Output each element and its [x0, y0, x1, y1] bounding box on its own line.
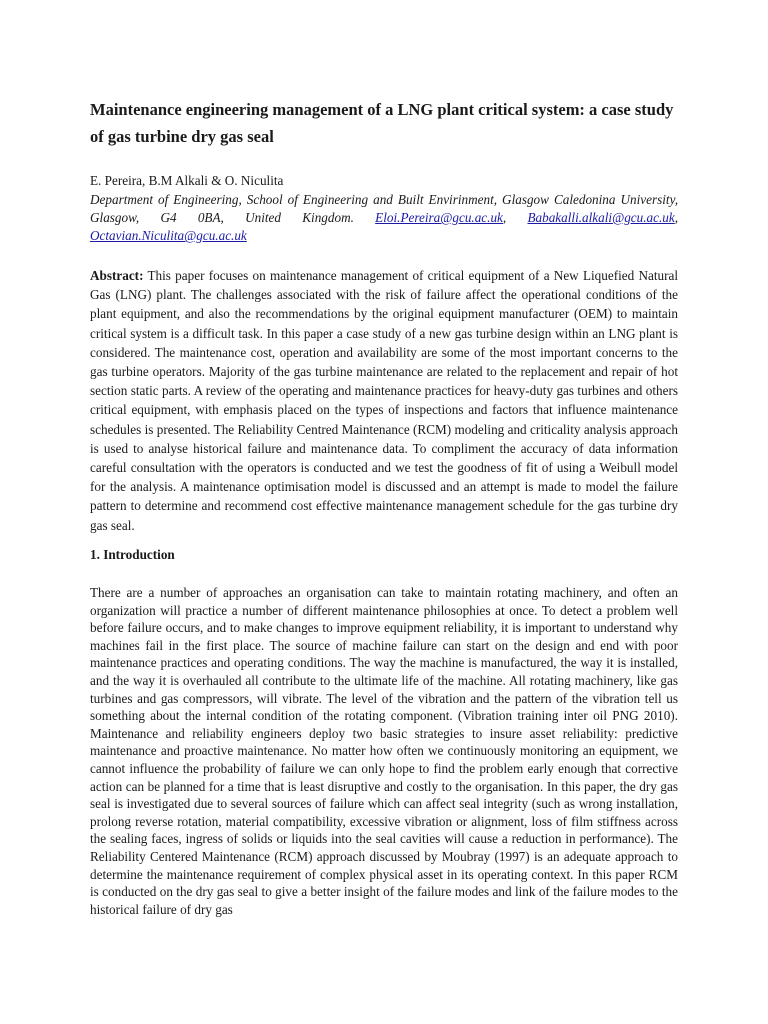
section-heading-introduction: 1. Introduction: [90, 547, 175, 562]
email-link-pereira[interactable]: Eloi.Pereira@gcu.ac.uk: [375, 210, 503, 225]
affiliation-block: Department of Engineering, School of Engineering and Built Envirinment, Glasgow Caledonina University, Glasgow, G4 0BA, United Kingdom. Eloi.Pereira@gcu.ac.uk, Babakalli.alkali@gcu.ac.uk, Octavian.Niculita@gcu.ac.uk: [90, 192, 679, 243]
email-link-niculita[interactable]: Octavian.Niculita@gcu.ac.uk: [90, 228, 247, 243]
abstract-paragraph: [90, 266, 678, 535]
email-link-alkali[interactable]: Babakalli.alkali@gcu.ac.uk: [527, 210, 675, 225]
abstract-label: Abstract:: [90, 268, 144, 283]
author-list: E. Pereira, B.M Alkali & O. Niculita: [90, 173, 284, 188]
abstract-text: This paper focuses on maintenance management of critical equipment of a New Liquefied Natural Gas (LNG) plant. The challenges associated with the risk of failure affect the operational conditions of the plant equipment, and also the recommendations by the original equipment manufacturer (OEM) to maintain critical system is a difficult task. In this paper a case study of a new gas turbine design within an LNG plant is considered. The maintenance cost, operation and availability are some of the most important concerns to the gas turbine operators. Majority of the gas turbine maintenance are related to the replacement and repair of hot section static parts. A review of the operating and maintenance practices for heavy-duty gas turbines and others critical equipment, with emphasis placed on the types of inspections and factors that influence maintenance schedules is presented. The Reliability Centred Maintenance (RCM) modeling and criticality analysis approach is used to analyse historical failure and maintenance data. To compliment the accuracy of data information careful consultation with the operators is conducted and we test the goodness of fit of using a Weibull model for the analysis. A maintenance optimisation model is discussed and an attempt is made to model the failure pattern to determine and recommend cost effective maintenance management schedule for the gas turbine dry gas seal.: [90, 268, 678, 533]
introduction-paragraph: There are a number of approaches an organisation can take to maintain rotating machinery, and often an organization will practice a number of different maintenance philosophies at once. To detect a problem well before failure occurs, and to make changes to improve equipment reliability, it is important to understand why machines fail in the first place. The source of machine failure can start on the design and end with poor maintenance practices and operating conditions. The way the machine is manufactured, the way it is installed, and the way it is overhauled all contribute to the ultimate life of the machine. All rotating machinery, like gas turbines and gas compressors, will vibrate. The level of the vibration and the pattern of the vibration tell us something about the internal condition of the rotating component. (Vibration training inter oil PNG 2010). Maintenance and reliability engineers deploy two basic strategies to insure asset reliability: predictive maintenance and proactive maintenance. No matter how often we continuously monitoring an equipment, we cannot influence the probability of failure we can only hope to find the problem early enough that corrective action can be planned for a time that is least disruptive and costly to the organisation. In this paper, the dry gas seal is investigated due to several sources of failure which can affect seal integrity (such as wrong installation, prolong reverse rotation, material compatibility, excessive vibration or alignment, loss of film stiffness across the sealing faces, ingress of solids or liquids into the seal cavities will cause a reduction in performance). The Reliability Centered Maintenance (RCM) approach discussed by Moubray (1997) is an adequate approach to determine the maintenance requirement of complex physical asset in its operating context. In this paper RCM is conducted on the dry gas seal to give a better insight of the failure modes and link of the failure modes to the historical failure of dry gas: [90, 585, 678, 917]
affiliation-text: Department of Engineering, School of Engineering and Built Envirinment, Glasgow Caledonina University, Glasgow, G4 0BA, United Kingdom.: [90, 192, 678, 225]
paper-title: Maintenance engineering management of a LNG plant critical system: a case study of gas turbine dry gas seal: [90, 100, 674, 146]
